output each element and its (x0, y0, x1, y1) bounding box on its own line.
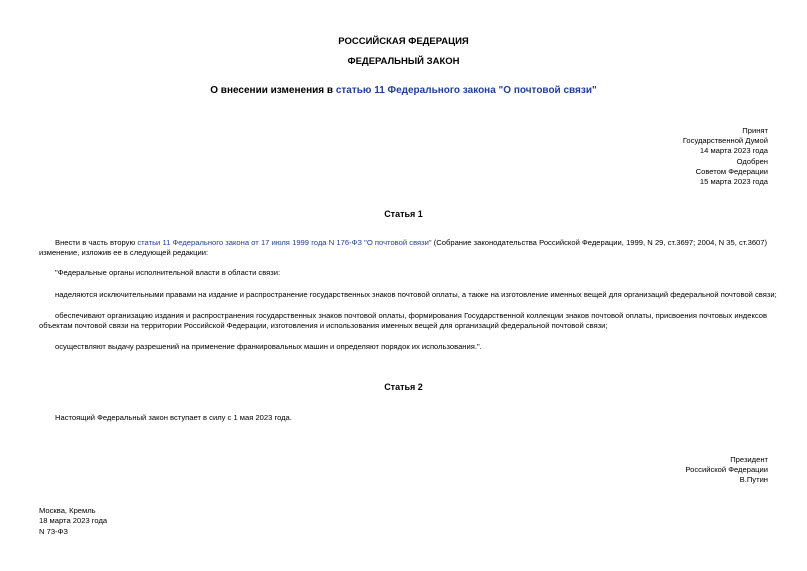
adoption-line-council-date: 15 марта 2023 года (699, 177, 768, 187)
article-1-intro-link[interactable]: статьи 11 Федерального закона от 17 июля 1999 года N 176-ФЗ "О почтовой связи" (137, 238, 432, 247)
adoption-line-council: Советом Федерации (695, 166, 768, 176)
footer-block (39, 506, 239, 537)
adoption-line-approved: Одобрен (736, 156, 768, 166)
article-1-intro (39, 238, 767, 259)
adoption-line-duma-date: 14 марта 2023 года (699, 146, 768, 156)
document-title-prefix: О внесении изменения в (210, 85, 336, 96)
document-law-type: ФЕДЕРАЛЬНЫЙ ЗАКОН (347, 56, 460, 67)
adoption-line-duma: Государственной Думой (682, 136, 768, 146)
document-title-link[interactable]: статью 11 Федерального закона "О почтовой связи" (335, 85, 597, 96)
footer-number: N 73-ФЗ (39, 526, 68, 536)
document-country: РОССИЙСКАЯ ФЕДЕРАЦИЯ (338, 36, 469, 47)
article-1-intro-before: Внести в часть вторую (55, 238, 138, 247)
article-2-heading: Статья 2 (384, 382, 423, 392)
article-1-paragraph-1: "Федеральные органы исполнительной власти в области связи: (55, 268, 281, 277)
article-1-paragraph-3: обеспечивают организацию издания и распространения государственных знаков почтовой оплаты, формирования Государственной коллекции знаков почтовой оплаты, присвоения почтовых индексов объектам почтовой связи на территории Российской Федерации, изготовления и использования именных вещей для организаций федеральной почтовой связи; (39, 311, 767, 331)
footer-place: Москва, Кремль (39, 506, 96, 515)
article-2-paragraph-1: Настоящий Федеральный закон вступает в силу с 1 мая 2023 года. (55, 413, 292, 422)
signature-title: Президент (730, 455, 768, 464)
signature-country: Российской Федерации (685, 465, 768, 475)
article-1-heading: Статья 1 (384, 209, 423, 219)
signature-name: В.Путин (739, 475, 768, 485)
adoption-block (568, 126, 768, 187)
article-1-intro-after: (Собрание законодательства Российской Федерации, 1999, N 29, ст.3697; 2004, N 35, ст.3607) изменение, изложив ее в следующей редакции: (39, 238, 768, 258)
signature-block (568, 455, 768, 486)
document-title (0, 85, 807, 97)
footer-date: 18 марта 2023 года (39, 516, 108, 526)
adoption-line-adopted: Принят (742, 126, 768, 135)
article-1-paragraph-2: наделяются исключительными правами на издание и распространение государственных знаков почтовой оплаты, а также на изготовление именных вещей для организаций федеральной почтовой связи; (55, 290, 777, 299)
article-1-paragraph-4: осуществляют выдачу разрешений на применение франкировальных машин и определяют порядок их использования.". (55, 342, 482, 351)
